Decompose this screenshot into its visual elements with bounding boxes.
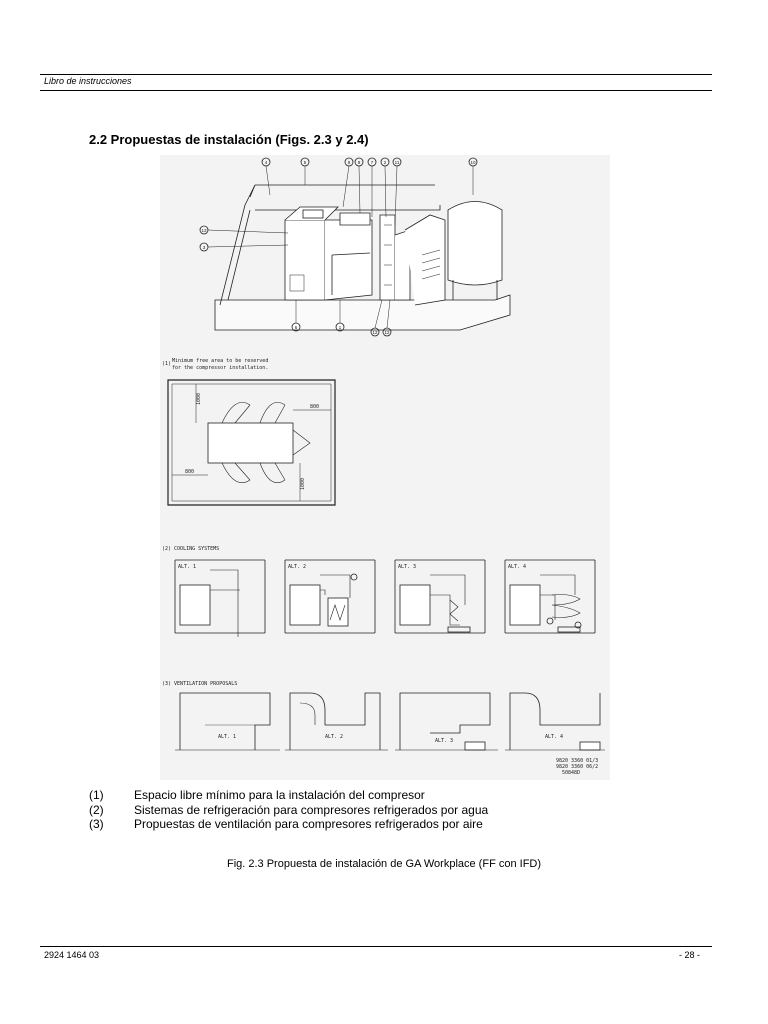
figure-caption: Fig. 2.3 Propuesta de instalación de GA Workplace (FF con IFD)	[226, 858, 542, 870]
legend-num-2: (2)	[89, 802, 104, 817]
panel2-alt3: ALT. 3	[398, 564, 417, 570]
callout-top-1: 4	[264, 160, 268, 165]
figure-ref-1: 9820 3360 01/3	[556, 758, 599, 764]
legend-num-1: (1)	[89, 788, 104, 802]
panel1-note-line2: for the compressor installation.	[172, 365, 269, 371]
footer-rule	[40, 946, 712, 947]
panel1-note-line1: Minimum free area to be reserved	[172, 358, 269, 364]
header-rule-top	[40, 74, 712, 75]
callout-bottom-1: 6	[294, 325, 298, 330]
callout-left-1: 13	[201, 228, 207, 233]
panel1-heading: (1)	[162, 361, 172, 367]
panel2-heading: (2) COOLING SYSTEMS	[162, 546, 220, 552]
panel3-alt4: ALT. 4	[545, 734, 564, 740]
panel2-alt2: ALT. 2	[288, 564, 307, 570]
panel3-heading: (3) VENTILATION PROPOSALS	[162, 681, 238, 687]
callout-bottom-4: 12	[384, 330, 390, 335]
legend-row-1	[89, 788, 488, 803]
callout-top-3: 8	[347, 160, 351, 165]
figure-ref-3: 50848D	[562, 770, 581, 776]
legend-text-2: Sistemas de refrigeración para compresores refrigerados por agua	[134, 802, 489, 817]
figure-legend	[89, 788, 488, 832]
legend-row-2	[89, 803, 488, 818]
legend-num-3: (3)	[89, 817, 104, 831]
panel2-alt1: ALT. 1	[178, 564, 197, 570]
callout-top-2: 5	[303, 160, 307, 165]
callout-top-7: 11	[394, 160, 400, 165]
legend-text-1: Espacio libre mínimo para la instalación del compresor	[134, 788, 425, 802]
callout-top-8: 10	[470, 160, 476, 165]
running-header: Libro de instrucciones	[44, 76, 132, 86]
legend-text-3: Propuestas de ventilación para compresores refrigerados por aire	[134, 817, 483, 831]
callout-bottom-2: 1	[338, 325, 342, 330]
panel3-alt1: ALT. 1	[218, 734, 237, 740]
panel1-dim-4: 1000	[300, 477, 306, 490]
callout-bottom-3: 12	[372, 330, 378, 335]
panel-cooling-systems	[162, 546, 595, 637]
callout-top-5: 7	[370, 160, 374, 165]
callout-left-2: 3	[202, 245, 206, 250]
header-rule-bottom	[40, 90, 712, 91]
installation-figure	[160, 155, 610, 780]
callout-top-6: 2	[383, 160, 387, 165]
panel3-alt2: ALT. 2	[325, 734, 344, 740]
section-title: 2.2 Propuestas de instalación (Figs. 2.3 y 2.4)	[89, 132, 369, 147]
panel3-alt3: ALT. 3	[435, 738, 454, 744]
panel1-dim-3: 800	[185, 469, 195, 475]
figure-ref-2: 9820 3360 06/2	[556, 764, 599, 770]
legend-row-3	[89, 817, 488, 832]
panel2-alt4: ALT. 4	[508, 564, 527, 570]
document-number: 2924 1464 03	[44, 950, 100, 960]
panel1-dim-2: 800	[310, 404, 320, 410]
isometric-installation-drawing	[200, 158, 510, 336]
panel1-dim-1: 1000	[196, 392, 202, 405]
panel-ventilation-proposals	[162, 681, 605, 750]
page-number: - 28 -	[678, 950, 700, 960]
panel-minimum-free-area	[162, 358, 335, 505]
callout-top-4: 9	[357, 160, 361, 165]
